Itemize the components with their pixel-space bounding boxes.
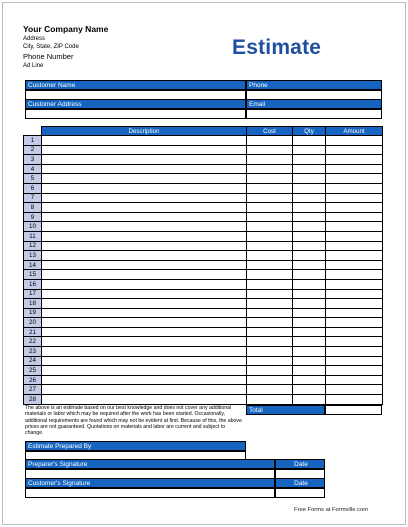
table-header-row: [24, 127, 383, 136]
row-number: 4: [24, 164, 42, 174]
table-row: [24, 289, 383, 299]
amount-cell[interactable]: [326, 155, 383, 165]
company-info: [23, 24, 108, 70]
company-city-state-zip: City, State, ZIP Code: [23, 44, 79, 51]
description-cell[interactable]: [42, 183, 247, 193]
row-number: 28: [24, 395, 42, 405]
description-cell[interactable]: [42, 136, 247, 146]
table-row: [24, 222, 383, 232]
row-number: 6: [24, 183, 42, 193]
table-row: [24, 395, 383, 405]
qty-cell[interactable]: [293, 279, 326, 289]
footer-credit: Free Forms at Formville.com: [294, 507, 369, 513]
row-number: 10: [24, 222, 42, 232]
row-number: 12: [24, 241, 42, 251]
row-number: 13: [24, 251, 42, 261]
qty-header: Qty: [293, 127, 326, 136]
cost-cell[interactable]: [247, 145, 293, 155]
row-number: 15: [24, 270, 42, 280]
cost-cell[interactable]: [247, 164, 293, 174]
table-row: [24, 251, 383, 261]
table-row: [24, 231, 383, 241]
qty-cell[interactable]: [293, 251, 326, 261]
cost-cell[interactable]: [247, 318, 293, 328]
cost-cell[interactable]: [247, 155, 293, 165]
amount-cell[interactable]: [326, 337, 383, 347]
row-number: 11: [24, 231, 42, 241]
qty-cell[interactable]: [293, 193, 326, 203]
amount-cell[interactable]: [326, 279, 383, 289]
table-row: [24, 183, 383, 193]
cost-cell[interactable]: [247, 289, 293, 299]
cost-cell[interactable]: [247, 337, 293, 347]
qty-cell[interactable]: [293, 375, 326, 385]
description-cell[interactable]: [42, 155, 247, 165]
row-number: 22: [24, 337, 42, 347]
row-number: 23: [24, 347, 42, 357]
customer-date-field[interactable]: [275, 488, 325, 498]
qty-cell[interactable]: [293, 308, 326, 318]
row-number: 8: [24, 203, 42, 213]
amount-cell[interactable]: [326, 260, 383, 270]
amount-cell[interactable]: [326, 212, 383, 222]
total-field[interactable]: [325, 405, 382, 415]
cost-cell[interactable]: [247, 279, 293, 289]
cost-cell[interactable]: [247, 193, 293, 203]
description-cell[interactable]: [42, 308, 247, 318]
table-row: [24, 356, 383, 366]
amount-cell[interactable]: [326, 356, 383, 366]
amount-cell[interactable]: [326, 318, 383, 328]
row-number: 24: [24, 356, 42, 366]
table-row: [24, 155, 383, 165]
amount-cell[interactable]: [326, 347, 383, 357]
qty-cell[interactable]: [293, 222, 326, 232]
description-cell[interactable]: [42, 366, 247, 376]
table-row: [24, 174, 383, 184]
cost-cell[interactable]: [247, 366, 293, 376]
qty-cell[interactable]: [293, 260, 326, 270]
table-row: [24, 193, 383, 203]
row-number-header: [24, 127, 42, 136]
row-number: 20: [24, 318, 42, 328]
row-number: 7: [24, 193, 42, 203]
table-row: [24, 279, 383, 289]
customer-signature-label: Customer's Signature: [25, 478, 275, 488]
qty-cell[interactable]: [293, 203, 326, 213]
description-cell[interactable]: [42, 356, 247, 366]
cost-cell[interactable]: [247, 212, 293, 222]
table-row: [24, 327, 383, 337]
qty-cell[interactable]: [293, 347, 326, 357]
cost-header: Cost: [247, 127, 293, 136]
amount-cell[interactable]: [326, 241, 383, 251]
description-cell[interactable]: [42, 347, 247, 357]
description-cell[interactable]: [42, 231, 247, 241]
table-row: [24, 308, 383, 318]
cost-cell[interactable]: [247, 251, 293, 261]
cost-cell[interactable]: [247, 241, 293, 251]
amount-cell[interactable]: [326, 136, 383, 146]
phone-label: Phone: [246, 80, 382, 90]
table-row: [24, 270, 383, 280]
description-cell[interactable]: [42, 279, 247, 289]
description-cell[interactable]: [42, 145, 247, 155]
table-row: [24, 260, 383, 270]
description-cell[interactable]: [42, 164, 247, 174]
amount-cell[interactable]: [326, 327, 383, 337]
qty-cell[interactable]: [293, 231, 326, 241]
qty-cell[interactable]: [293, 327, 326, 337]
customer-address-label: Customer Address: [25, 99, 246, 109]
table-row: [24, 212, 383, 222]
amount-cell[interactable]: [326, 193, 383, 203]
qty-cell[interactable]: [293, 395, 326, 405]
row-number: 5: [24, 174, 42, 184]
description-cell[interactable]: [42, 193, 247, 203]
line-items-table: [23, 126, 383, 405]
description-cell[interactable]: [42, 395, 247, 405]
qty-cell[interactable]: [293, 385, 326, 395]
customer-name-label: Customer Name: [25, 80, 246, 90]
description-header: Description: [42, 127, 247, 136]
row-number: 14: [24, 260, 42, 270]
qty-cell[interactable]: [293, 241, 326, 251]
amount-cell[interactable]: [326, 375, 383, 385]
table-row: [24, 375, 383, 385]
cost-cell[interactable]: [247, 299, 293, 309]
amount-cell[interactable]: [326, 299, 383, 309]
row-number: 9: [24, 212, 42, 222]
table-row: [24, 136, 383, 146]
company-ad-line: Ad Line: [23, 62, 44, 69]
qty-cell[interactable]: [293, 145, 326, 155]
cost-cell[interactable]: [247, 375, 293, 385]
row-number: 16: [24, 279, 42, 289]
table-row: [24, 337, 383, 347]
email-field[interactable]: [246, 109, 382, 119]
qty-cell[interactable]: [293, 299, 326, 309]
customer-date-label: Date: [275, 478, 325, 488]
cost-cell[interactable]: [247, 270, 293, 280]
description-cell[interactable]: [42, 318, 247, 328]
amount-cell[interactable]: [326, 183, 383, 193]
amount-cell[interactable]: [326, 366, 383, 376]
amount-cell[interactable]: [326, 164, 383, 174]
row-number: 3: [24, 155, 42, 165]
customer-signature-field[interactable]: [25, 488, 275, 498]
cost-cell[interactable]: [247, 395, 293, 405]
preparer-signature-label: Preparer's Signature: [25, 459, 275, 469]
amount-header: Amount: [326, 127, 383, 136]
table-row: [24, 366, 383, 376]
cost-cell[interactable]: [247, 308, 293, 318]
amount-cell[interactable]: [326, 289, 383, 299]
qty-cell[interactable]: [293, 289, 326, 299]
company-address: Address: [23, 35, 46, 42]
amount-cell[interactable]: [326, 270, 383, 280]
qty-cell[interactable]: [293, 183, 326, 193]
table-row: [24, 299, 383, 309]
row-number: 27: [24, 385, 42, 395]
table-row: [24, 241, 383, 251]
cost-cell[interactable]: [247, 260, 293, 270]
amount-cell[interactable]: [326, 385, 383, 395]
estimate-disclaimer: The above is an estimate based on our best knowledge and does not cover any additional materials or labor which may be required after the work has been started. Occasionally, additional requirements are found which may not be evident at first. Because of this, the above prices are not guaranteed. Quotations on materials and labor are current and subject to change.: [25, 405, 242, 437]
qty-cell[interactable]: [293, 270, 326, 280]
row-number: 18: [24, 299, 42, 309]
amount-cell[interactable]: [326, 203, 383, 213]
row-number: 19: [24, 308, 42, 318]
table-row: [24, 347, 383, 357]
row-number: 21: [24, 327, 42, 337]
qty-cell[interactable]: [293, 155, 326, 165]
amount-cell[interactable]: [326, 222, 383, 232]
description-cell[interactable]: [42, 212, 247, 222]
row-number: 26: [24, 375, 42, 385]
cost-cell[interactable]: [247, 203, 293, 213]
amount-cell[interactable]: [326, 395, 383, 405]
preparer-date-label: Date: [275, 459, 325, 469]
cost-cell[interactable]: [247, 385, 293, 395]
description-cell[interactable]: [42, 270, 247, 280]
cost-cell[interactable]: [247, 222, 293, 232]
description-cell[interactable]: [42, 260, 247, 270]
row-number: 2: [24, 145, 42, 155]
cost-cell[interactable]: [247, 356, 293, 366]
description-cell[interactable]: [42, 337, 247, 347]
table-row: [24, 385, 383, 395]
qty-cell[interactable]: [293, 366, 326, 376]
table-row: [24, 164, 383, 174]
table-row: [24, 145, 383, 155]
row-number: 17: [24, 289, 42, 299]
cost-cell[interactable]: [247, 327, 293, 337]
description-cell[interactable]: [42, 375, 247, 385]
row-number: 25: [24, 366, 42, 376]
description-cell[interactable]: [42, 327, 247, 337]
cost-cell[interactable]: [247, 347, 293, 357]
amount-cell[interactable]: [326, 251, 383, 261]
document-title: Estimate: [232, 36, 322, 59]
qty-cell[interactable]: [293, 164, 326, 174]
description-cell[interactable]: [42, 385, 247, 395]
qty-cell[interactable]: [293, 174, 326, 184]
description-cell[interactable]: [42, 203, 247, 213]
amount-cell[interactable]: [326, 145, 383, 155]
table-row: [24, 318, 383, 328]
description-cell[interactable]: [42, 174, 247, 184]
row-number: 1: [24, 136, 42, 146]
amount-cell[interactable]: [326, 231, 383, 241]
qty-cell[interactable]: [293, 212, 326, 222]
prepared-by-label: Estimate Prepared By: [25, 441, 246, 451]
email-label: Email: [246, 99, 382, 109]
amount-cell[interactable]: [326, 308, 383, 318]
total-label: Total: [246, 405, 325, 415]
description-cell[interactable]: [42, 241, 247, 251]
qty-cell[interactable]: [293, 318, 326, 328]
qty-cell[interactable]: [293, 337, 326, 347]
cost-cell[interactable]: [247, 136, 293, 146]
qty-cell[interactable]: [293, 136, 326, 146]
description-cell[interactable]: [42, 222, 247, 232]
table-row: [24, 203, 383, 213]
company-phone: Phone Number: [23, 52, 74, 61]
qty-cell[interactable]: [293, 356, 326, 366]
cost-cell[interactable]: [247, 231, 293, 241]
description-cell[interactable]: [42, 251, 247, 261]
cost-cell[interactable]: [247, 174, 293, 184]
amount-cell[interactable]: [326, 174, 383, 184]
description-cell[interactable]: [42, 289, 247, 299]
cost-cell[interactable]: [247, 183, 293, 193]
company-name: Your Company Name: [23, 24, 109, 34]
customer-address-field[interactable]: [25, 109, 246, 119]
description-cell[interactable]: [42, 299, 247, 309]
